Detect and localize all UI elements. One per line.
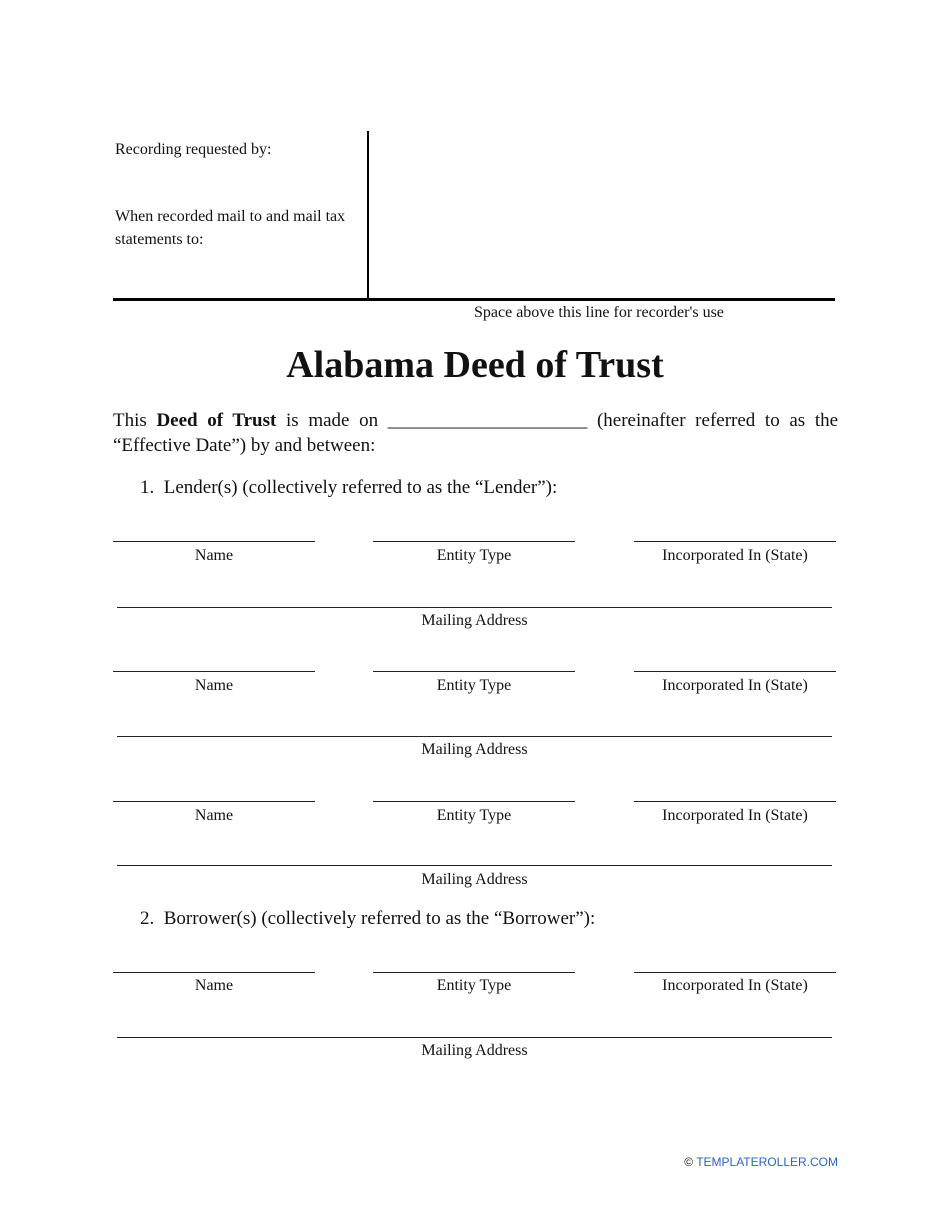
borrower-1-name-blank[interactable] [113, 972, 315, 973]
lender-3-entity-blank[interactable] [373, 801, 575, 802]
intro-paragraph [113, 408, 838, 458]
lender-2-entity-caption: Entity Type [436, 677, 512, 694]
document-title: Alabama Deed of Trust [286, 344, 664, 386]
lender-1-address-caption: Mailing Address [421, 612, 528, 629]
borrower-1-state-caption: Incorporated In (State) [662, 977, 808, 994]
borrower-1-state-blank[interactable] [634, 972, 836, 973]
lender-1-entity-caption: Entity Type [436, 547, 512, 564]
recorder-space-line [113, 298, 835, 301]
borrower-1-entity-blank[interactable] [373, 972, 575, 973]
lender-2-entity-blank[interactable] [373, 671, 575, 672]
lender-2-state-blank[interactable] [634, 671, 836, 672]
borrower-1-address-caption: Mailing Address [421, 1042, 528, 1059]
borrower-1-name-caption: Name [194, 977, 234, 994]
lender-3-state-blank[interactable] [634, 801, 836, 802]
recording-box-divider [367, 131, 369, 301]
lender-3-state-caption: Incorporated In (State) [662, 807, 808, 824]
templateroller-link[interactable]: TEMPLATEROLLER.COM [696, 1155, 838, 1169]
intro-effective-date: (hereinafter referred to as the “Effective Date”) by and between: [113, 410, 839, 456]
lender-2-address-blank[interactable] [117, 736, 832, 737]
footer-credit [684, 1155, 838, 1169]
borrower-number: 2. [140, 908, 155, 929]
borrower-1-entity-caption: Entity Type [436, 977, 512, 994]
lender-number: 1. [140, 477, 155, 498]
lender-3-name-caption: Name [194, 807, 234, 824]
lender-2-state-caption: Incorporated In (State) [662, 677, 808, 694]
lender-heading [140, 477, 557, 499]
lender-3-address-caption: Mailing Address [421, 871, 528, 888]
lender-1-name-caption: Name [194, 547, 234, 564]
recording-requested-label: Recording requested by: [115, 141, 272, 158]
intro-this: This [113, 410, 147, 431]
lender-3-name-blank[interactable] [113, 801, 315, 802]
lender-2-name-caption: Name [194, 677, 234, 694]
mail-to-label: When recorded mail to and mail tax statements to: [115, 208, 346, 248]
lender-2-address-caption: Mailing Address [421, 741, 528, 758]
lender-3-entity-caption: Entity Type [436, 807, 512, 824]
lender-1-name-blank[interactable] [113, 541, 315, 542]
borrower-heading-text: Borrower(s) (collectively referred to as the “Borrower”): [163, 908, 596, 929]
copyright-symbol: © [684, 1155, 694, 1169]
lender-1-state-caption: Incorporated In (State) [662, 547, 808, 564]
borrower-heading [140, 908, 595, 930]
borrower-1-address-blank[interactable] [117, 1037, 832, 1038]
effective-date-blank[interactable]: _____________________ [387, 410, 588, 431]
lender-1-state-blank[interactable] [634, 541, 836, 542]
recorder-space-note: Space above this line for recorder's use [474, 304, 724, 321]
lender-1-entity-blank[interactable] [373, 541, 575, 542]
lender-2-name-blank[interactable] [113, 671, 315, 672]
lender-heading-text: Lender(s) (collectively referred to as the “Lender”): [163, 477, 558, 498]
intro-made-on: is made on [286, 410, 379, 431]
intro-deed-of-trust: Deed of Trust [156, 410, 277, 431]
lender-1-address-blank[interactable] [117, 607, 832, 608]
lender-3-address-blank[interactable] [117, 865, 832, 866]
